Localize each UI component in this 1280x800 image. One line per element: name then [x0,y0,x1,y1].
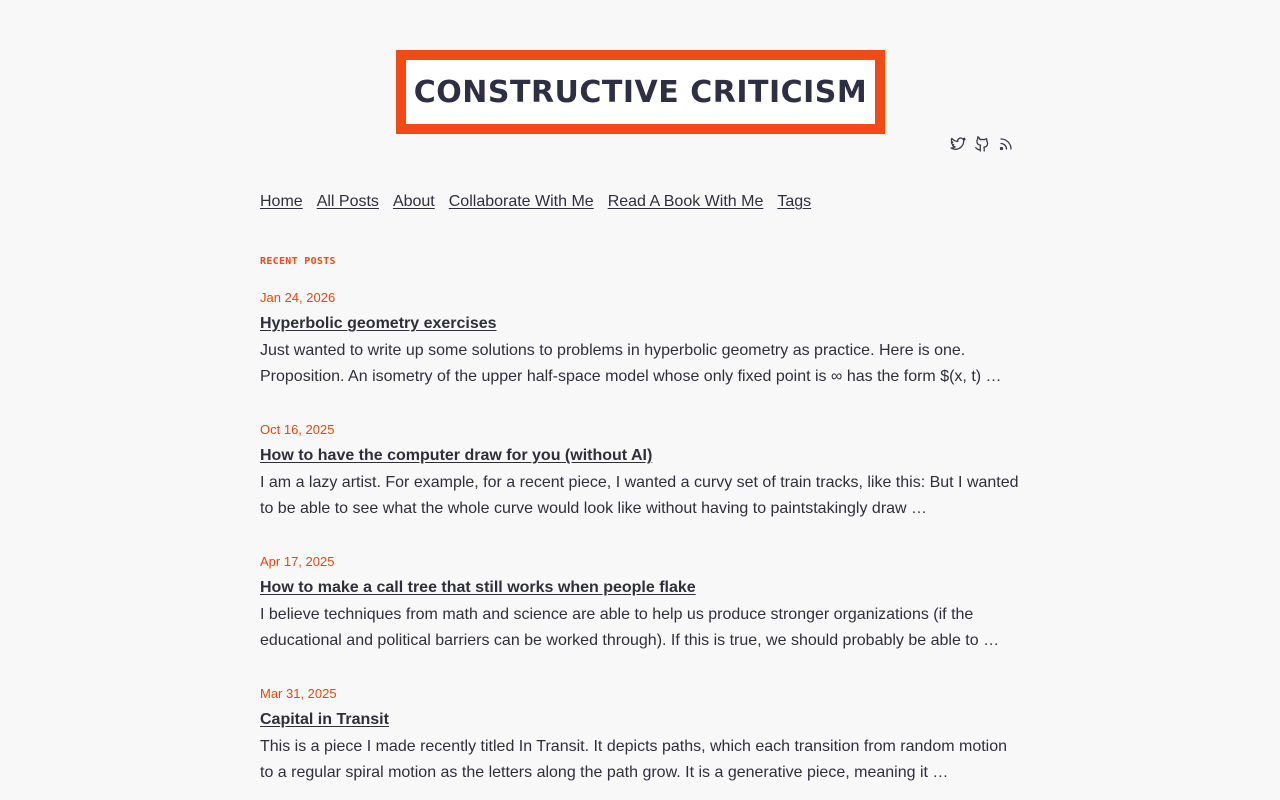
github-icon [974,136,990,152]
social-links [950,136,1014,152]
post-date: Mar 31, 2025 [260,686,337,701]
twitter-icon [950,136,966,152]
post-date: Jan 24, 2026 [260,290,336,305]
twitter-link[interactable] [950,136,966,152]
post-title-link[interactable]: How to make a call tree that still works when people flake [260,579,696,596]
nav-tags[interactable]: Tags [777,193,812,210]
nav-home[interactable]: Home [260,193,303,210]
post-excerpt: I am a lazy artist. For example, for a recent piece, I wanted a curvy set of train tracks, like this: But I wanted to be able to see what the whole curve would look like without having to paintstakingly draw … [260,474,1019,517]
main-nav [260,193,811,211]
post-excerpt: I believe techniques from math and science are able to help us produce stronger organizations (if the educational and political barriers can be worked through). If this is true, we should probably be able to … [260,606,1000,649]
post-item [260,289,1024,421]
post-excerpt: This is a piece I made recently titled In Transit. It depicts paths, which each transition from random motion to a regular spiral motion as the letters along the path grow. It is a generative piece, meaning it … [260,738,1008,781]
post-title-link[interactable]: Capital in Transit [260,711,389,728]
post-list [260,289,1024,800]
post-date: Apr 17, 2025 [260,554,335,569]
recent-posts-heading: RECENT POSTS [260,256,336,267]
nav-about[interactable]: About [392,193,435,210]
nav-read-a-book-with-me[interactable]: Read A Book With Me [607,193,764,210]
post-date: Oct 16, 2025 [260,422,335,437]
post-title-link[interactable]: How to have the computer draw for you (without AI) [260,447,653,464]
post-title-link[interactable]: Hyperbolic geometry exercises [260,315,497,332]
nav-collaborate-with-me[interactable]: Collaborate With Me [448,193,594,210]
site-title: CONSTRUCTIVE CRITICISM [413,74,868,110]
rss-link[interactable] [998,136,1014,152]
post-excerpt: Just wanted to write up some solutions to problems in hyperbolic geometry as practice. Here is one. Proposition. An isometry of the upper half-space model whose only fixed point is ∞ has the form $(x, t) … [260,342,1002,385]
site-logo-link[interactable] [396,50,885,134]
post-item [260,553,1024,685]
nav-all-posts[interactable]: All Posts [316,193,379,210]
post-item [260,421,1024,553]
post-item [260,685,1024,800]
rss-icon [998,136,1014,152]
github-link[interactable] [974,136,990,152]
